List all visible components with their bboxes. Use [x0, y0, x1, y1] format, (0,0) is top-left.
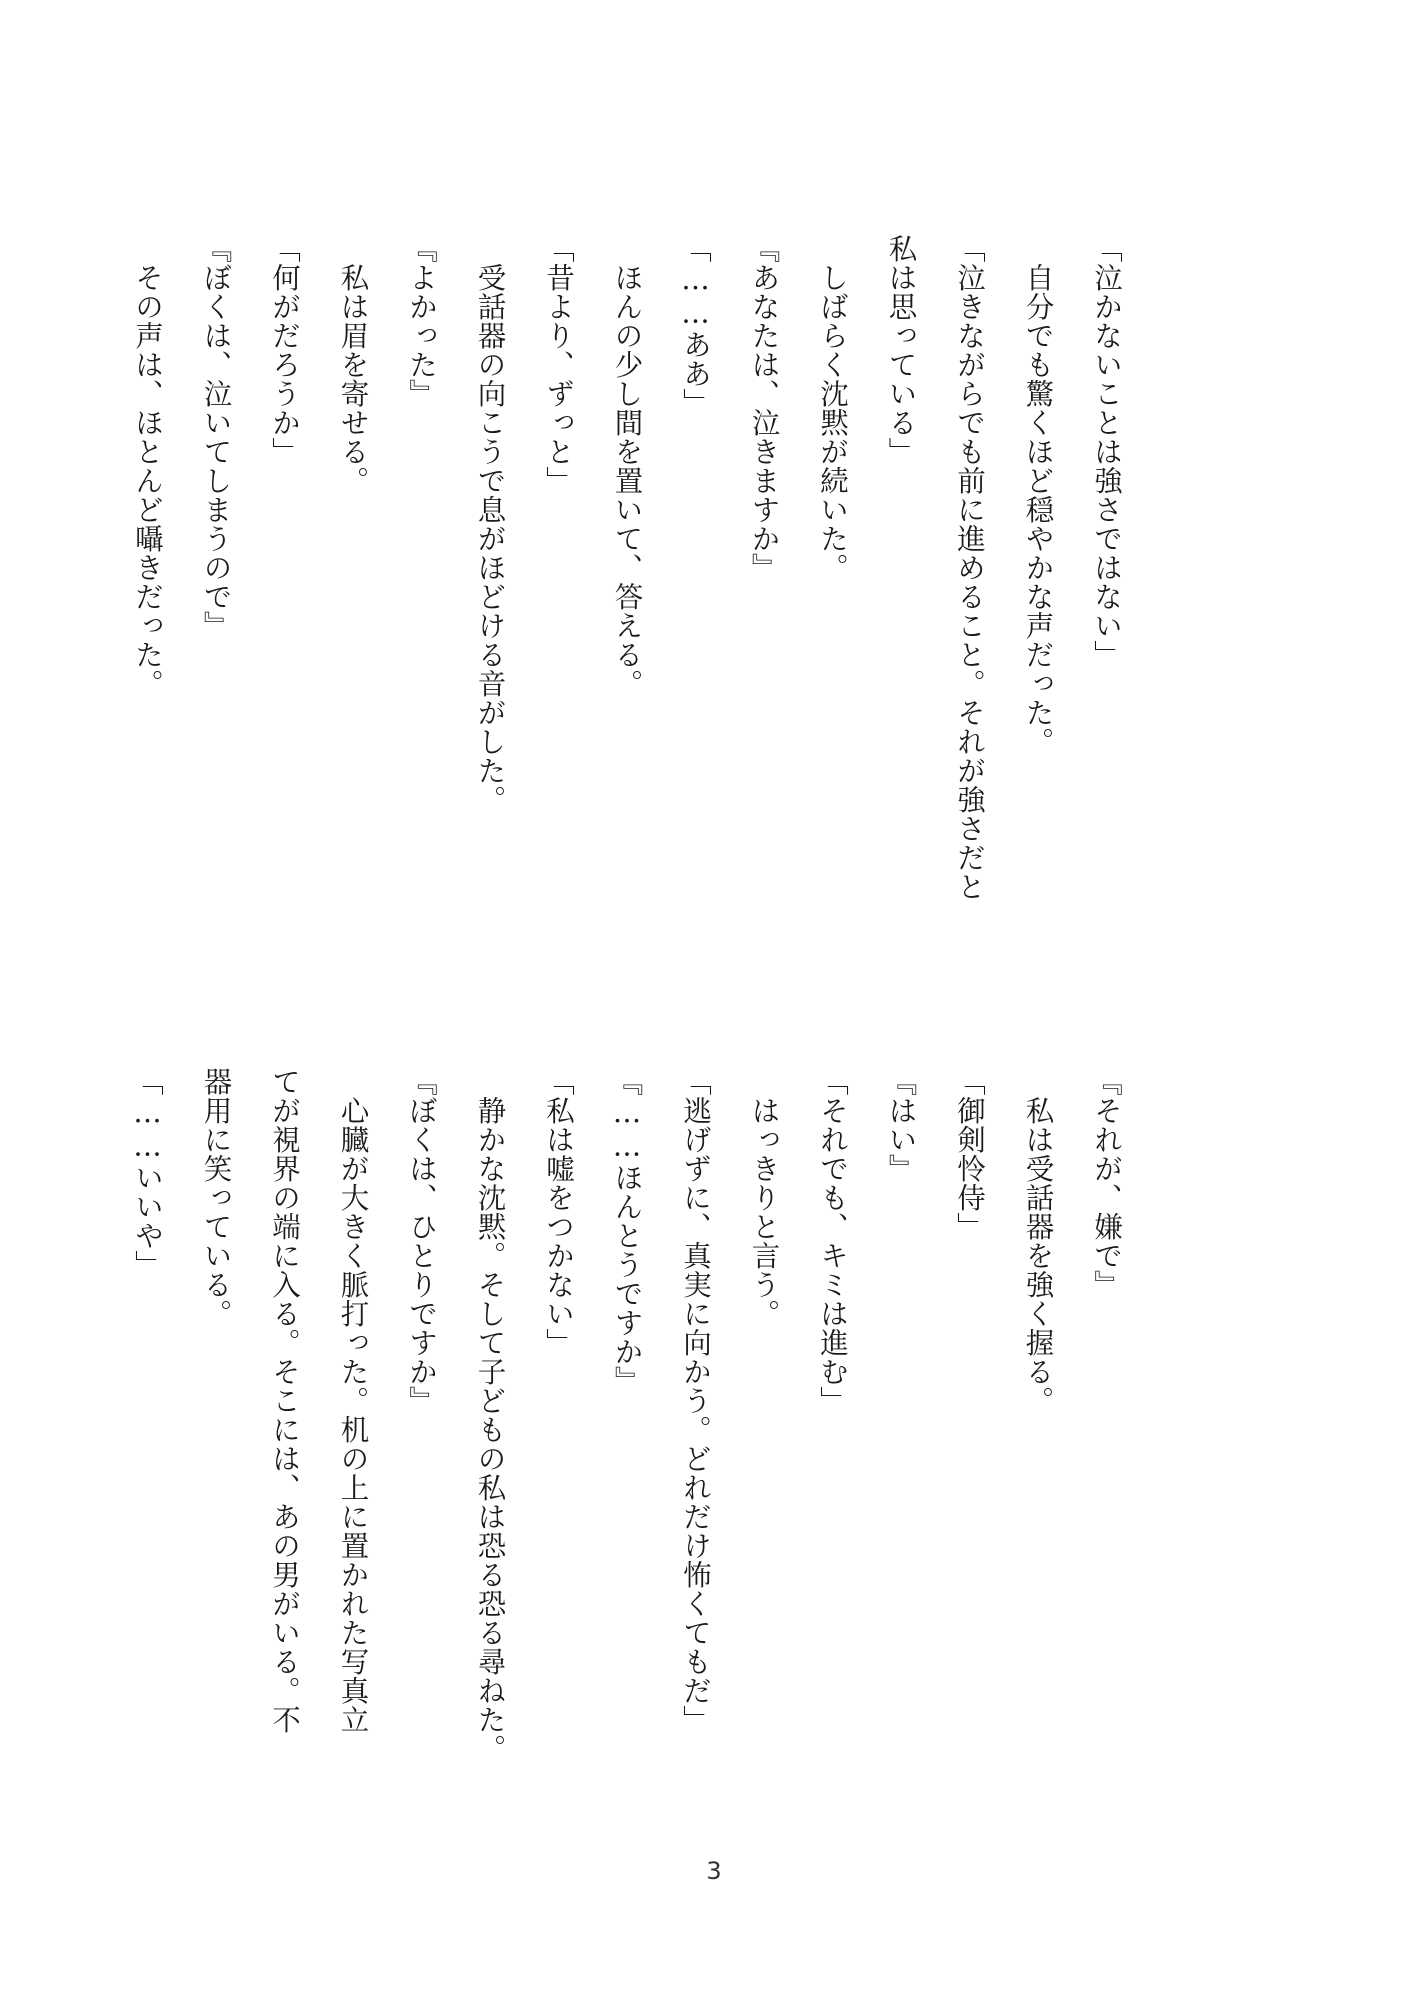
text-line: 『あなたは、泣きますか』 — [747, 234, 781, 582]
text-line: しばらく沈黙が続いた。 — [816, 263, 849, 582]
text-line: 受話器の向こうで息がほどける音がした。 — [473, 263, 507, 814]
text-line: 「それでも、キミは進む」 — [816, 1067, 849, 1415]
text-line: その声は、ほとんど囁きだった。 — [131, 263, 164, 698]
text-line: 『はい』 — [884, 1067, 918, 1183]
text-line: 私は受話器を強く握る。 — [1021, 1096, 1055, 1415]
text-line: 私は思っている」 — [884, 234, 918, 466]
text-line: てが視界の端に入る。そこには、あの男がいる。不 — [268, 1067, 301, 1734]
text-line: 『ぼくは、ひとりですか』 — [405, 1067, 438, 1415]
text-line: 私は眉を寄せる。 — [336, 263, 370, 495]
text-line: 「昔より、ずっと」 — [542, 234, 575, 495]
text-line: 器用に笑っている。 — [199, 1067, 233, 1328]
text-line: 自分でも驚くほど穏やかな声だった。 — [1021, 263, 1055, 756]
text-line: 「……ああ」 — [679, 234, 712, 417]
text-line: 「私は嘘をつかない」 — [542, 1067, 575, 1357]
text-block-bottom — [131, 1067, 1123, 1777]
text-line: 「泣きながらでも前に進めること。それが強さだと — [953, 234, 986, 901]
text-line: 「……いいや」 — [131, 1067, 164, 1279]
page-number: 3 — [706, 1857, 722, 1885]
text-line: 『……ほんとうですか』 — [610, 1067, 644, 1395]
text-line: はっきりと言う。 — [747, 1096, 781, 1328]
text-block-top — [131, 234, 1123, 954]
text-line: ほんの少し間を置いて、答える。 — [610, 263, 644, 698]
text-line: 「逃げずに、真実に向かう。どれだけ怖くてもだ」 — [679, 1067, 712, 1734]
text-line: 「何がだろうか」 — [268, 234, 301, 466]
text-line: 『よかった』 — [405, 234, 438, 408]
text-line: 静かな沈黙。そして子どもの私は恐る恐る尋ねた。 — [473, 1096, 507, 1763]
text-line: 「御剣怜侍」 — [953, 1067, 986, 1241]
text-line: 心臓が大きく脈打った。机の上に置かれた写真立 — [336, 1096, 370, 1734]
text-line: 「泣かないことは強さではない」 — [1090, 234, 1123, 669]
text-line: 『ぼくは、泣いてしまうので』 — [199, 234, 233, 640]
text-line: 『それが、嫌で』 — [1090, 1067, 1123, 1299]
